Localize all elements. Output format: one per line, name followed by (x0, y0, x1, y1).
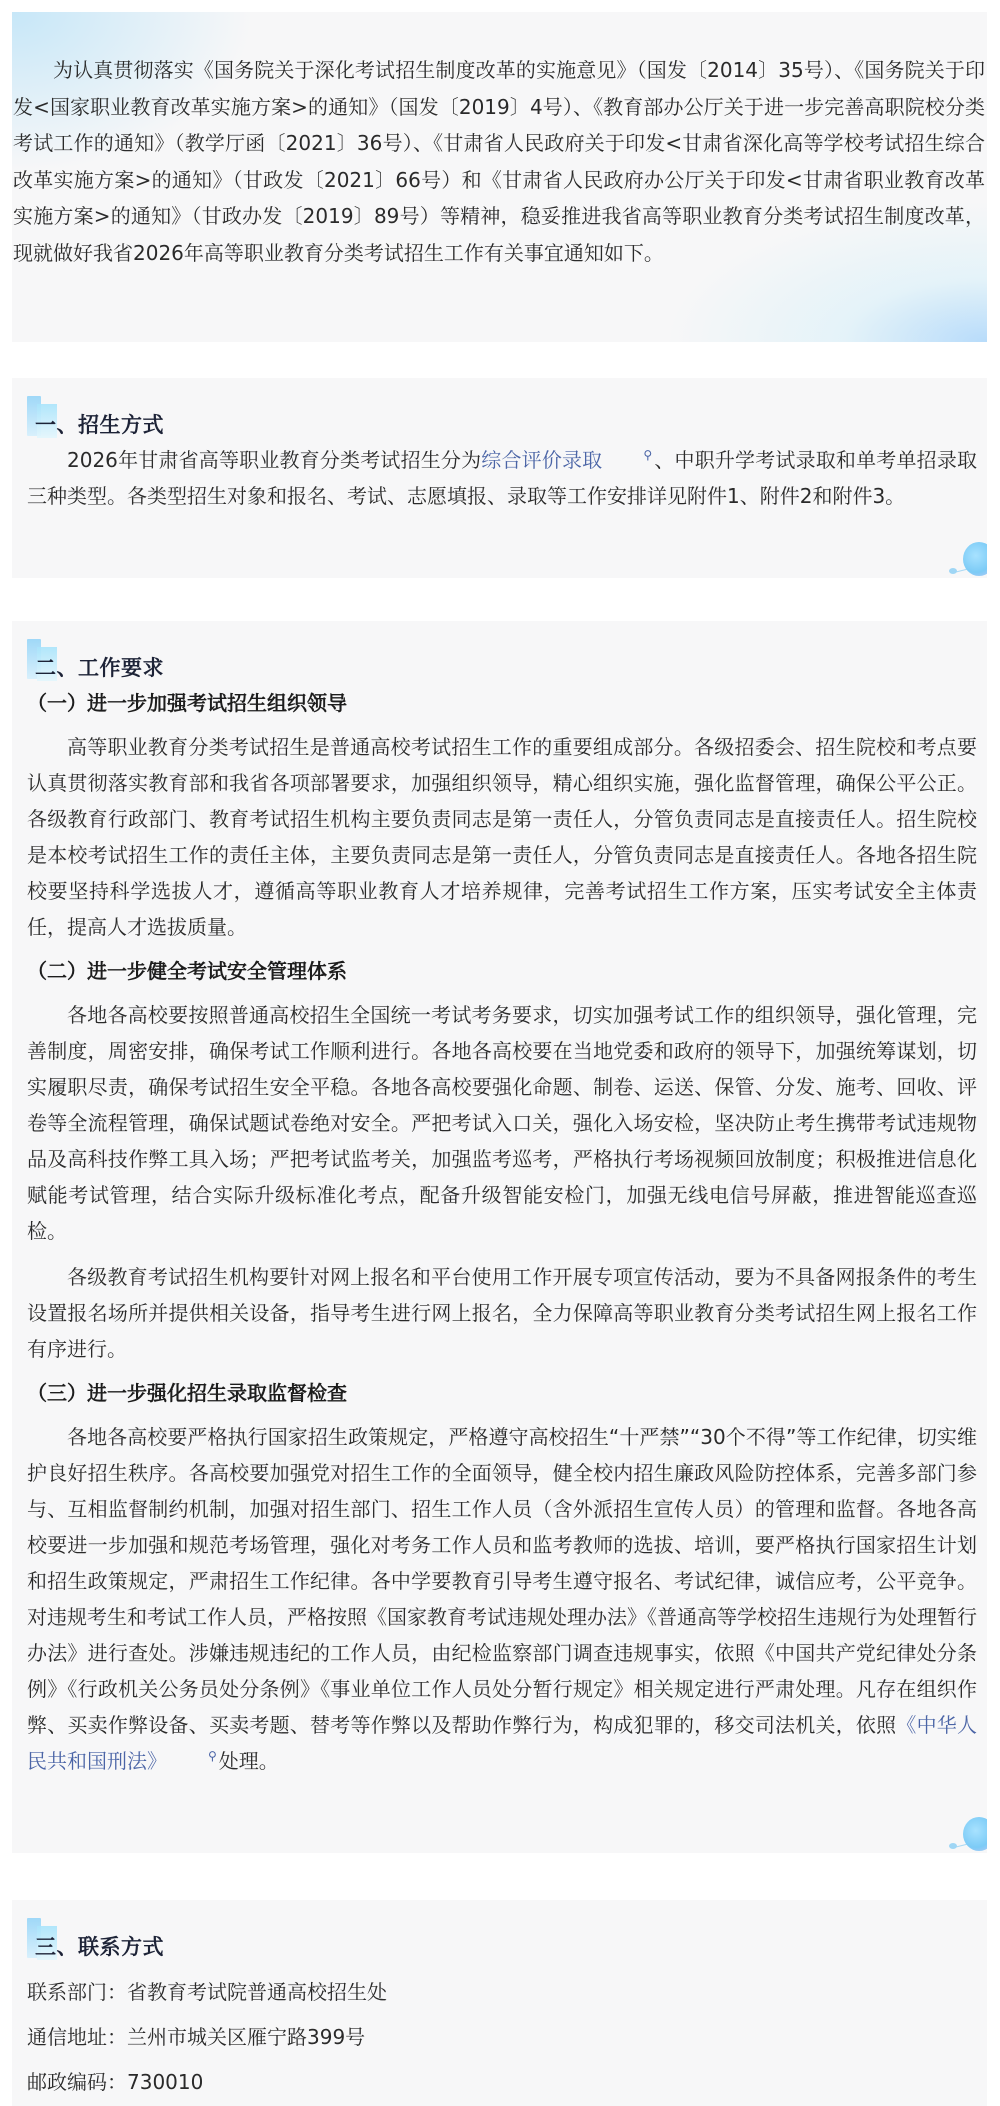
criminal-law-link[interactable]: 《中华人民共和国刑法》 (27, 1713, 978, 1773)
intro-card (12, 12, 987, 342)
subsection-title: （一）进一步加强考试招生组织领导 (27, 691, 347, 715)
section-title: 一、招生方式 (35, 413, 164, 437)
section-enrollment-methods (12, 378, 987, 578)
search-icon[interactable]: ⚲ (208, 1749, 217, 1764)
subsection-title: （三）进一步强化招生录取监督检查 (27, 1381, 347, 1405)
section-title: 三、联系方式 (35, 1935, 164, 1959)
contact-list (27, 1970, 977, 2105)
contact-postcode: 邮政编码：730010 (27, 2070, 204, 2094)
intro-paragraph: 为认真贯彻落实《国务院关于深化考试招生制度改革的实施意见》（国发〔2014〕35号）、《国务院关于印发<国家职业教育改革实施方案>的通知》（国发〔2019〕4号）、《教育部办公厅关于进一步完善高职院校分类考试工作的通知》（教学厅函〔2021〕36号）、《甘肃省人民政府关于印发<甘肃省深化高等学校考试招生综合改革实施方案>的通知》（甘政发〔2021〕66号）和《甘肃省人民政府办公厅关于印发<甘肃省职业教育改革实施方案>的通知》（甘政办发〔2019〕89号）等精神，稳妥推进我省高等职业教育分类考试招生制度改革，现就做好我省2026年高等职业教育分类考试招生工作有关事宜通知如下。 (13, 58, 985, 265)
section-body (27, 685, 977, 1779)
section-heading (27, 639, 164, 681)
decorative-orb-icon (961, 1817, 987, 1853)
paragraph: 2026年甘肃省高等职业教育分类考试招生分为综合评价录取 ⚲ 、中职升学考试录取和单考单招录取三种类型。各类型招生对象和报名、考试、志愿填报、录取等工作安排详见附件1、附件2和附件3。 (27, 448, 978, 508)
section-heading (27, 396, 164, 438)
paragraph: 各地各高校要按照普通高校招生全国统一考试考务要求，切实加强考试工作的组织领导，强化管理，完善制度，周密安排，确保考试工作顺利进行。各地各高校要在当地党委和政府的领导下，加强统筹谋划，切实履职尽责，确保考试招生安全平稳。各地各高校要强化命题、制卷、运送、保管、分发、施考、回收、评卷等全流程管理，确保试题试卷绝对安全。严把考试入口关，强化入场安检，坚决防止考生携带考试违规物品及高科技作弊工具入场；严把考试监考关，加强监考巡考，严格执行考场视频回放制度；积极推进信息化赋能考试管理，结合实际升级标准化考点，配备升级智能安检门，加强无线电信号屏蔽，推进智能巡查巡检。 (27, 1003, 977, 1243)
section-title: 二、工作要求 (35, 656, 164, 680)
decorative-orb-icon (961, 542, 987, 578)
comprehensive-evaluation-link[interactable]: 综合评价录取 (481, 448, 603, 472)
section-work-requirements (12, 621, 987, 1853)
contact-address: 通信地址：兰州市城关区雁宁路399号 (27, 2025, 366, 2049)
paragraph: 高等职业教育分类考试招生是普通高校考试招生工作的重要组成部分。各级招委会、招生院校和考点要认真贯彻落实教育部和我省各项部署要求，加强组织领导，精心组织实施，强化监督管理，确保公平公正。各级教育行政部门、教育考试招生机构主要负责同志是第一责任人，分管负责同志是直接责任人。招生院校是本校考试招生工作的责任主体，主要负责同志是第一责任人，分管负责同志是直接责任人。各地各招生院校要坚持科学选拔人才，遵循高等职业教育人才培养规律，完善考试招生工作方案，压实考试安全主体责任，提高人才选拔质量。 (27, 735, 977, 939)
search-icon[interactable]: ⚲ (643, 448, 653, 463)
section-contact (12, 1900, 987, 2106)
contact-department: 联系部门：省教育考试院普通高校招生处 (27, 1980, 387, 2004)
paragraph: 各级教育考试招生机构要针对网上报名和平台使用工作开展专项宣传活动，要为不具备网报条件的考生设置报名场所并提供相关设备，指导考生进行网上报名，全力保障高等职业教育分类考试招生网上报名工作有序进行。 (27, 1265, 977, 1361)
subsection-title: （二）进一步健全考试安全管理体系 (27, 959, 347, 983)
section-heading (27, 1918, 164, 1960)
paragraph: 各地各高校要严格执行国家招生政策规定，严格遵守高校招生“十严禁”“30个不得”等工作纪律，切实维护良好招生秩序。各高校要加强党对招生工作的全面领导，健全校内招生廉政风险防控体系，完善多部门参与、互相监督制约机制，加强对招生部门、招生工作人员（含外派招生宣传人员）的管理和监督。各地各高校要进一步加强和规范考场管理，强化对考务工作人员和监考教师的选拔、培训，要严格执行国家招生计划和招生政策规定，严肃招生工作纪律。各中学要教育引导考生遵守报名、考试纪律，诚信应考，公平竞争。对违规考生和考试工作人员，严格按照《国家教育考试违规处理办法》《普通高等学校招生违规行为处理暂行办法》进行查处。涉嫌违规违纪的工作人员，由纪检监察部门调查违规事实，依照《中国共产党纪律处分条例》《行政机关公务员处分条例》《事业单位工作人员处分暂行规定》相关规定进行严肃处理。凡存在组织作弊、买卖作弊设备、买卖考题、替考等作弊以及帮助作弊行为，构成犯罪的，移交司法机关，依照《中华人民共和国刑法》 ⚲ 处理。 (27, 1425, 978, 1773)
section-body (27, 442, 977, 514)
